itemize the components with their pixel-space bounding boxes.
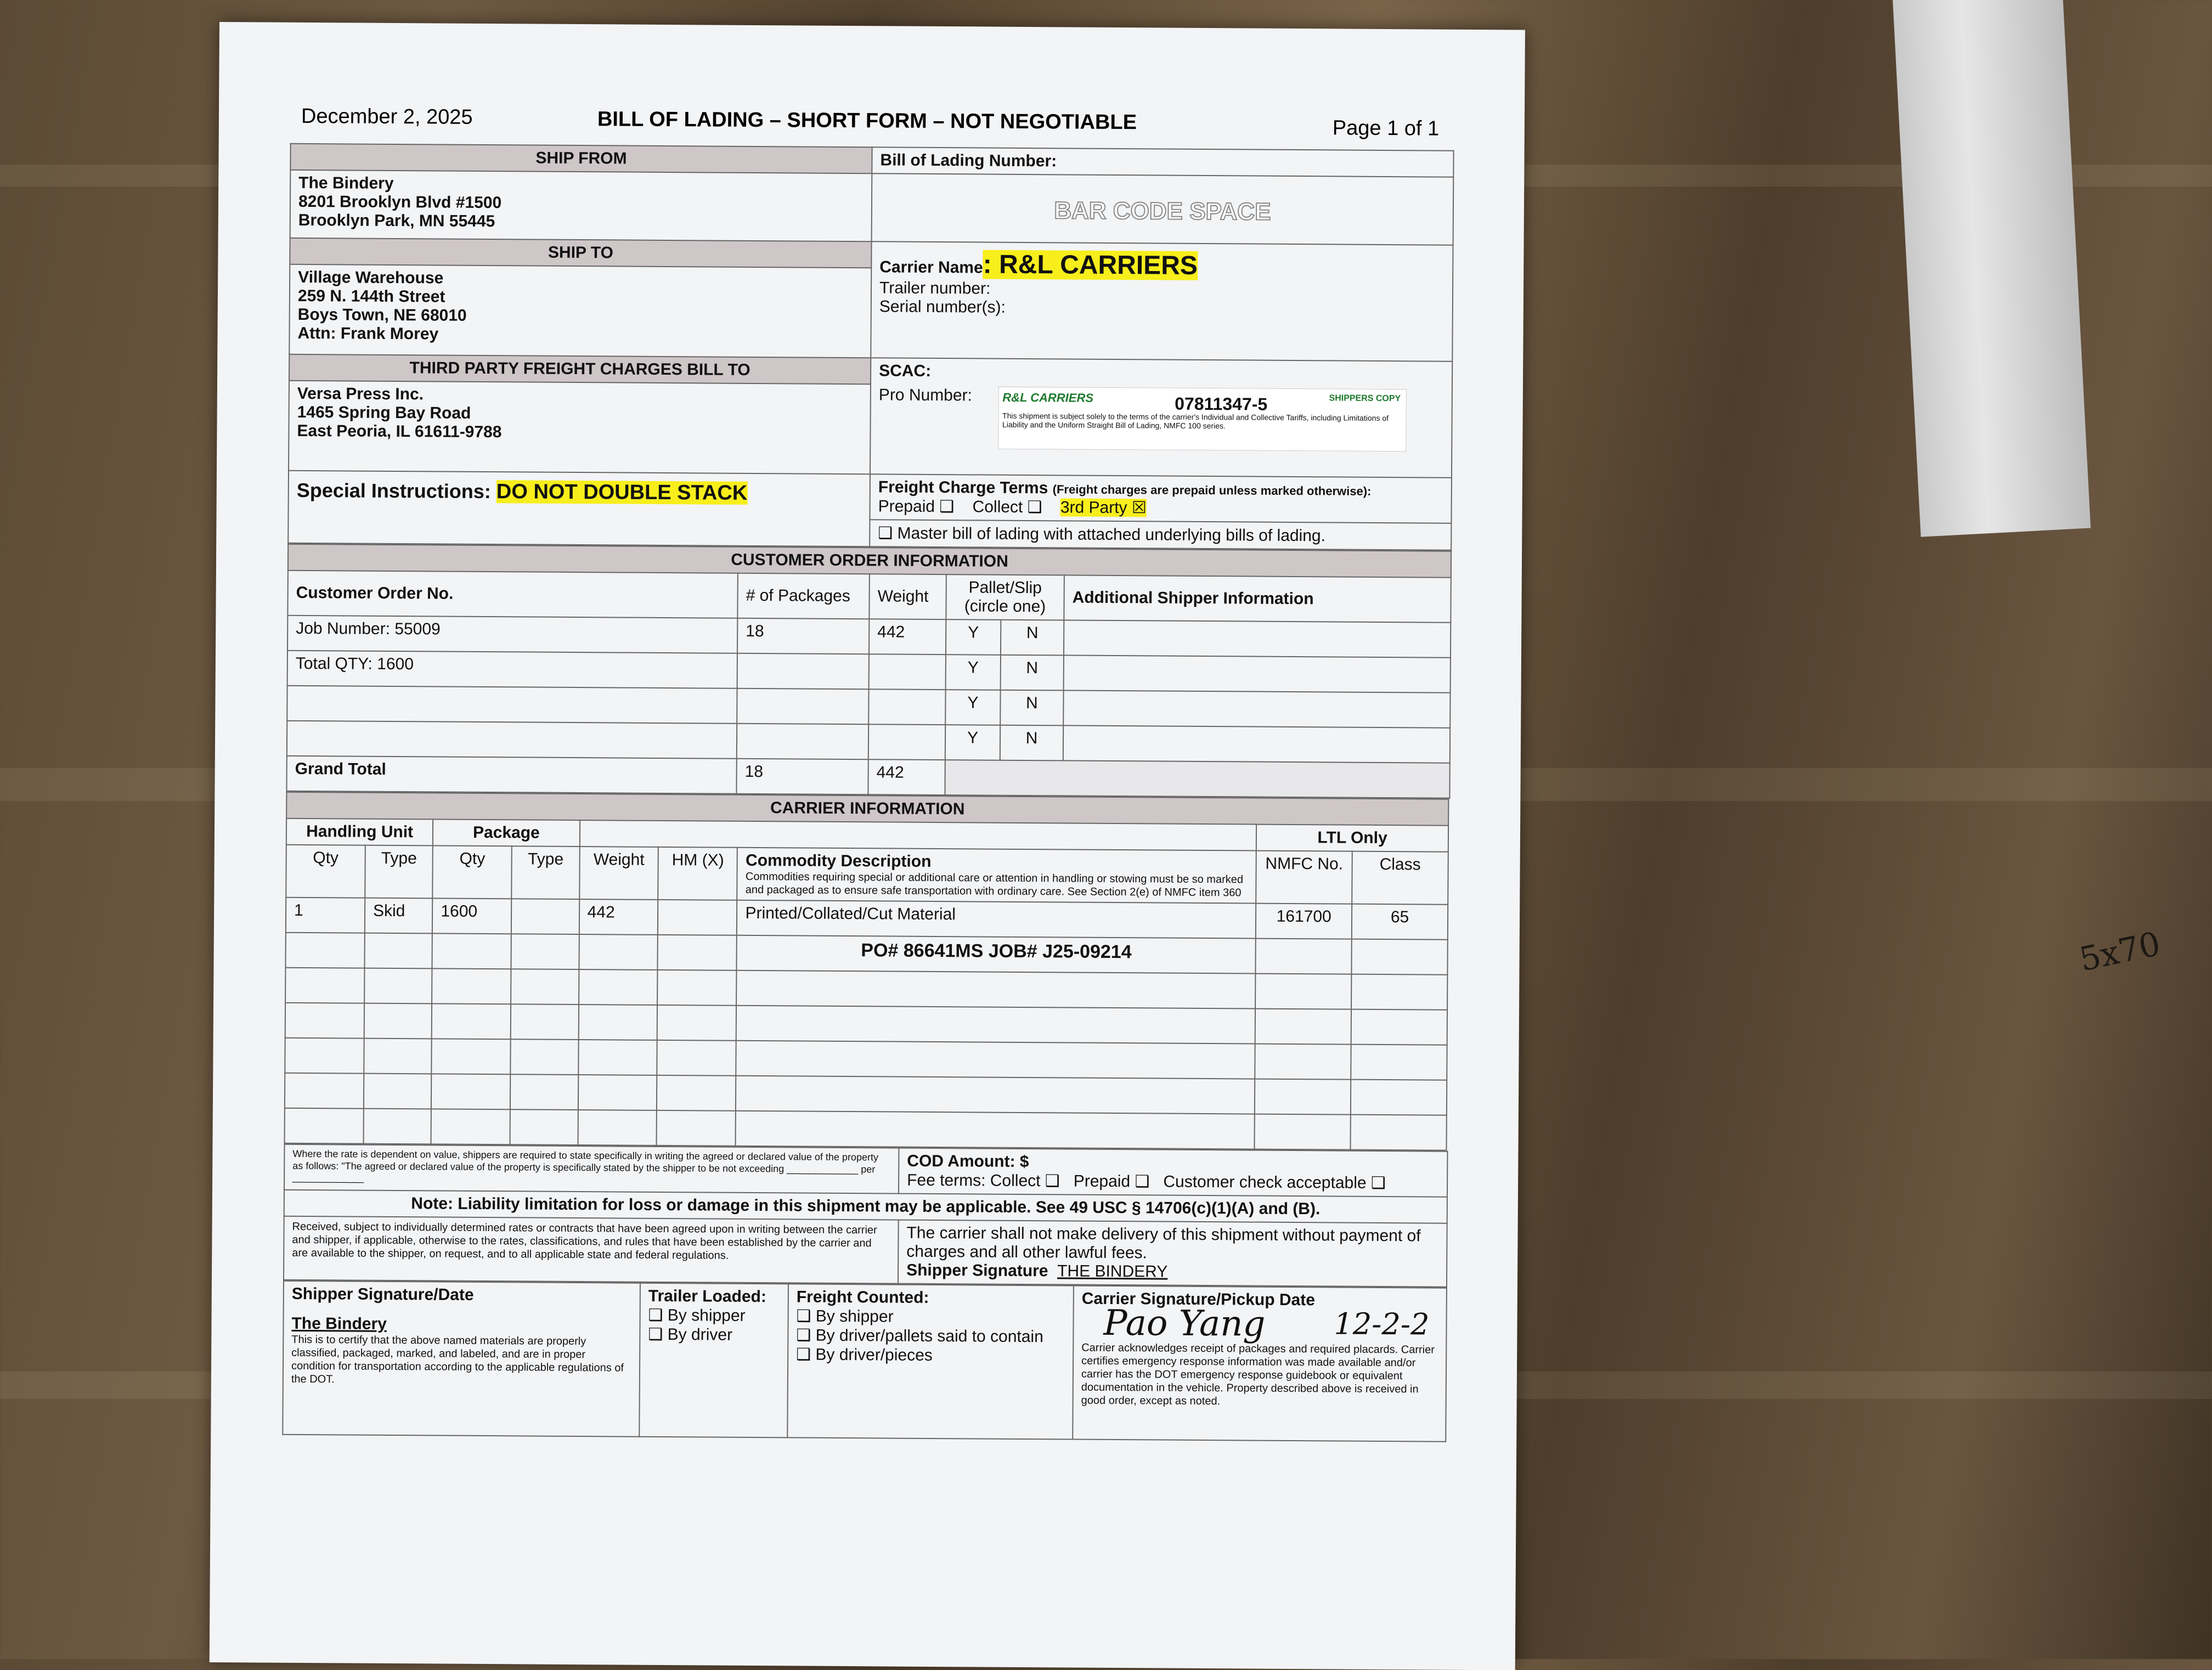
- col-hu-type: Type: [365, 845, 433, 899]
- order-cell: Job Number: 55009: [287, 616, 737, 653]
- packages-cell: 18: [737, 618, 869, 654]
- additional-cell: [1063, 725, 1450, 763]
- additional-cell: [1063, 690, 1450, 727]
- tl-driver-checkbox[interactable]: ❑ By driver: [648, 1325, 733, 1344]
- pallet-n[interactable]: N: [1001, 655, 1064, 691]
- certify-text: This is to certify that the above named materials are properly classified, packaged, marked, and labeled, and are in proper condition for transportation according to the applicable regulations of the DOT.: [291, 1333, 624, 1386]
- ship-from-line1: The Bindery: [298, 173, 394, 193]
- shipper-signature-value: THE BINDERY: [1057, 1262, 1168, 1281]
- packages-cell: [737, 653, 869, 689]
- ship-to-label: SHIP TO: [290, 238, 871, 268]
- scac-cell: [870, 358, 1452, 477]
- ship-from-line3: Brooklyn Park, MN 55445: [298, 211, 495, 231]
- document-date: December 2, 2025: [301, 104, 473, 129]
- grand-total-filler: [945, 760, 1449, 798]
- ship-to-address: [289, 264, 871, 358]
- fc-shipper-checkbox[interactable]: ❑ By shipper: [796, 1307, 894, 1326]
- freight-terms: [870, 474, 1451, 523]
- commodity-note: Commodities requiring special or additional care or attention in handling or stowing must be so marked and packaged as to ensure safe transportation with ordinary care. See Section 2(e) of NMFC item 360: [745, 870, 1244, 899]
- col-weight: Weight: [869, 574, 946, 619]
- order-cell: [287, 721, 737, 759]
- bol-number-label: Bill of Lading Number:: [872, 147, 1453, 177]
- pro-number-sticker: [998, 387, 1407, 452]
- barcode-space: BAR CODE SPACE: [872, 173, 1454, 245]
- carrier-pickup-date: 12-2-2: [1334, 1306, 1430, 1342]
- third-party-checkbox[interactable]: 3rd Party ☒: [1060, 498, 1147, 517]
- trailer-loaded-cell: [639, 1283, 788, 1438]
- weight-cell: 442: [869, 619, 946, 655]
- grand-total-label: Grand Total: [286, 756, 736, 794]
- carrier-signature: Pao Yang: [1103, 1302, 1266, 1345]
- carrier-name-value: : R&L CARRIERS: [983, 250, 1198, 280]
- col-additional-info: Additional Shipper Information: [1064, 575, 1451, 622]
- received-text: Received, subject to individually determined rates or contracts that have been agreed upon in writing between the carrier and shipper, if applicable, otherwise to the rates, classifications, and rules that have been established by the carrier and are available to the shipper, on request, and to all applicable state and federal regulations.: [284, 1216, 899, 1284]
- pallet-y[interactable]: Y: [945, 725, 1000, 760]
- tl-shipper-checkbox[interactable]: ❑ By shipper: [648, 1306, 746, 1325]
- packages-cell: [737, 689, 868, 724]
- carrier-sig-label: Carrier Signature/Pickup Date: [1081, 1289, 1316, 1310]
- table-row: [285, 1108, 1447, 1150]
- hu-qty-cell: 1: [286, 898, 365, 933]
- shippers-copy-label: SHIPPERS COPY: [1329, 393, 1401, 404]
- prepaid-checkbox[interactable]: Prepaid ❑: [878, 497, 955, 516]
- handling-unit-header: Handling Unit: [286, 819, 433, 846]
- order-cell: Total QTY: 1600: [287, 651, 737, 689]
- ship-from-address: [290, 170, 872, 241]
- ltl-only-header: LTL Only: [1256, 825, 1448, 852]
- customer-order-band: CUSTOMER ORDER INFORMATION: [288, 544, 1451, 578]
- master-bol-checkbox[interactable]: ❑ Master bill of lading with attached underlying bills of lading.: [870, 520, 1451, 550]
- no-delivery-text: The carrier shall not make delivery of this shipment without payment of charges and all other lawful fees.: [906, 1223, 1421, 1262]
- fc-pieces-checkbox[interactable]: ❑ By driver/pieces: [796, 1345, 933, 1364]
- ship-to-line1: Village Warehouse: [298, 268, 444, 287]
- col-pkg-qty: Qty: [433, 845, 512, 899]
- signature-table: [282, 1280, 1447, 1442]
- footer-table: [283, 1144, 1448, 1288]
- third-party-line3: East Peoria, IL 61611-9788: [297, 421, 502, 442]
- shipper-sig-date-value: The Bindery: [291, 1314, 387, 1333]
- pkg-qty-cell: 1600: [432, 898, 511, 934]
- col-hm: HM (X): [658, 847, 738, 900]
- shipper-sig-date-label: Shipper Signature/Date: [291, 1284, 474, 1304]
- col-customer-order: Customer Order No.: [287, 571, 737, 618]
- cod-cell: [899, 1148, 1447, 1197]
- weight-cell: [868, 689, 945, 725]
- col-pkg-type: Type: [511, 846, 579, 899]
- liability-note: Note: Liability limitation for loss or damage in this shipment may be applicable. See 49 USC § 14706(c)(1)(A) and (B).: [284, 1190, 1447, 1223]
- serial-number: Serial number(s):: [879, 297, 1006, 317]
- cod-amount: COD Amount: $: [907, 1152, 1029, 1171]
- additional-cell: [1064, 620, 1451, 657]
- freight-terms-note: (Freight charges are prepaid unless marked otherwise):: [1052, 482, 1372, 498]
- hu-type-cell: Skid: [365, 898, 433, 934]
- customer-order-table: [286, 544, 1452, 799]
- col-hu-qty: Qty: [286, 845, 365, 898]
- carrier-info-table: [284, 792, 1449, 1151]
- pallet-n[interactable]: N: [1001, 620, 1064, 656]
- pro-number-value: 07811347-5: [1175, 393, 1268, 414]
- grand-total-row: [286, 756, 1449, 798]
- hm-cell: [658, 900, 737, 935]
- special-instructions-label: Special Instructions:: [296, 478, 491, 503]
- address-table: [287, 143, 1454, 551]
- shipper-signature-date-cell: [283, 1281, 640, 1437]
- carrier-name-label: Carrier Name: [879, 258, 983, 277]
- grand-total-packages: 18: [736, 759, 868, 794]
- weight-cell: 442: [579, 899, 658, 935]
- no-delivery-cell: [898, 1220, 1447, 1287]
- trailer-loaded-label: Trailer Loaded:: [648, 1287, 766, 1306]
- col-packages: # of Packages: [737, 573, 869, 619]
- class-cell: 65: [1352, 904, 1448, 940]
- ship-to-line4: Attn: Frank Morey: [297, 324, 439, 343]
- pkg-type-cell: [511, 899, 579, 934]
- weight-cell: [869, 654, 946, 690]
- ship-to-line2: 259 N. 144th Street: [297, 286, 445, 306]
- col-nmfc: NMFC No.: [1256, 851, 1352, 904]
- freight-terms-label: Freight Charge Terms: [878, 478, 1048, 498]
- page-number: Page 1 of 1: [1332, 116, 1440, 140]
- col-commodity: [737, 848, 1256, 904]
- document-title: BILL OF LADING – SHORT FORM – NOT NEGOTIABLE: [597, 108, 1137, 134]
- po-job-line: PO# 86641MS JOB# J25-09214: [737, 935, 1256, 974]
- col-pallet-slip: Pallet/Slip (circle one): [946, 574, 1064, 620]
- ship-from-line2: 8201 Brooklyn Blvd #1500: [298, 192, 502, 212]
- pallet-n[interactable]: N: [1000, 725, 1063, 761]
- carrier-info-band: CARRIER INFORMATION: [286, 792, 1448, 826]
- grand-total-weight: 442: [868, 759, 945, 795]
- pallet-n[interactable]: N: [1000, 690, 1063, 726]
- sticker-terms: This shipment is subject solely to the terms of the carrier's Individual and Collective Tariffs, including Limitations of Liability and the Uniform Straight Bill of Lading, NMFC 100 series.: [1002, 411, 1389, 431]
- freight-counted-cell: [787, 1284, 1074, 1439]
- bol-form: [282, 143, 1453, 1442]
- carrier-signature-cell: [1073, 1286, 1447, 1442]
- third-party-line1: Versa Press Inc.: [297, 384, 424, 404]
- ship-from-label: SHIP FROM: [290, 144, 872, 173]
- additional-cell: [1064, 655, 1451, 692]
- special-instructions: [288, 471, 870, 546]
- pallet-y[interactable]: Y: [946, 619, 1001, 655]
- special-instructions-value: DO NOT DOUBLE STACK: [496, 480, 748, 505]
- carrier-ack-text: Carrier acknowledges receipt of packages and required placards. Carrier certifies emergency response information was made available and/or carrier has the DOT emergency response guidebook or equivalent documentation in the vehicle. Property described above is received in good order, except as noted.: [1081, 1341, 1435, 1408]
- header-filler: [579, 820, 1256, 851]
- pallet-y[interactable]: Y: [945, 690, 1000, 725]
- fee-prepaid-checkbox[interactable]: Prepaid ❑: [1073, 1172, 1150, 1191]
- declared-value-text: Where the rate is dependent on value, shippers are required to state specifically in writing the agreed or declared value of the property as follows: "The agreed or declared value of the property is specifically stated by the shipper to be not exceeding _____________ per _____________: [284, 1144, 899, 1194]
- scac-label: SCAC:: [879, 362, 932, 380]
- plastic-strip: [1893, 0, 2091, 537]
- nmfc-cell: 161700: [1256, 904, 1352, 939]
- packages-cell: [737, 724, 868, 759]
- col-weight: Weight: [579, 847, 659, 900]
- fee-collect-checkbox[interactable]: Fee terms: Collect ❑: [907, 1171, 1060, 1191]
- carrier-cell: [871, 241, 1453, 361]
- package-header: Package: [433, 819, 580, 847]
- collect-checkbox[interactable]: Collect ❑: [972, 498, 1042, 517]
- commodity-cell: Printed/Collated/Cut Material: [737, 900, 1256, 939]
- col-class: Class: [1352, 851, 1448, 905]
- commodity-header: Commodity Description: [745, 851, 932, 871]
- ship-to-line3: Boys Town, NE 68010: [297, 305, 467, 325]
- pro-number-label: Pro Number:: [878, 386, 973, 405]
- customer-check-checkbox[interactable]: Customer check acceptable ❑: [1163, 1172, 1386, 1193]
- shipper-signature-label: Shipper Signature: [906, 1261, 1048, 1280]
- pallet-y[interactable]: Y: [946, 655, 1001, 690]
- trailer-number: Trailer number:: [879, 279, 991, 298]
- weight-cell: [868, 724, 945, 760]
- bill-of-lading-page: [210, 22, 1525, 1670]
- third-party-address: [289, 381, 871, 474]
- freight-counted-label: Freight Counted:: [796, 1288, 929, 1307]
- third-party-line2: 1465 Spring Bay Road: [297, 403, 471, 422]
- fc-pallets-checkbox[interactable]: ❑ By driver/pallets said to contain: [796, 1326, 1043, 1346]
- handwritten-note: 5x70: [2076, 924, 2164, 979]
- order-cell: [287, 686, 737, 724]
- rl-carriers-logo: R&L CARRIERS: [1002, 390, 1094, 405]
- third-party-label: THIRD PARTY FREIGHT CHARGES BILL TO: [289, 354, 871, 384]
